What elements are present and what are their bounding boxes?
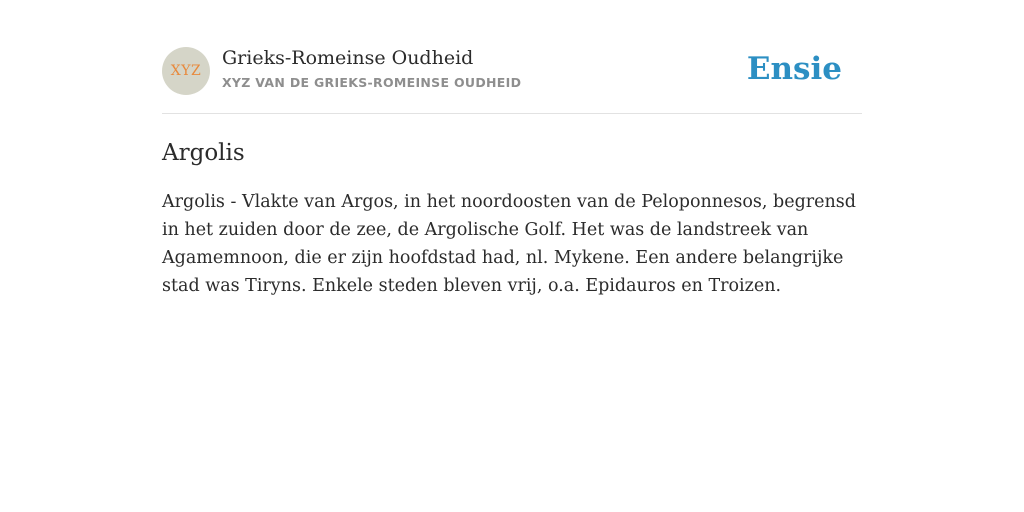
source-header (162, 47, 862, 114)
page (162, 0, 862, 300)
source-title[interactable]: Grieks-Romeinse Oudheid (222, 47, 474, 69)
ensie-logo-link[interactable]: Ensie (746, 51, 842, 87)
source-avatar[interactable] (162, 47, 210, 95)
source-subtitle: XYZ VAN DE GRIEKS-ROMEINSE OUDHEID (222, 75, 522, 90)
avatar-text: XYZ (170, 63, 202, 79)
entry-title: Argolis (162, 140, 245, 166)
entry-body: Argolis - Vlakte van Argos, in het noordoosten van de Peloponnesos, begrensd in het zuiden door de zee, de Argolische Golf. Het was de landstreek van Agamemnoon, die er zijn hoofdstad had, nl. Mykene. Een andere belangrijke stad was Tiryns. Enkele steden bleven vrij, o.a. Epidauros en Troizen. (162, 192, 856, 296)
